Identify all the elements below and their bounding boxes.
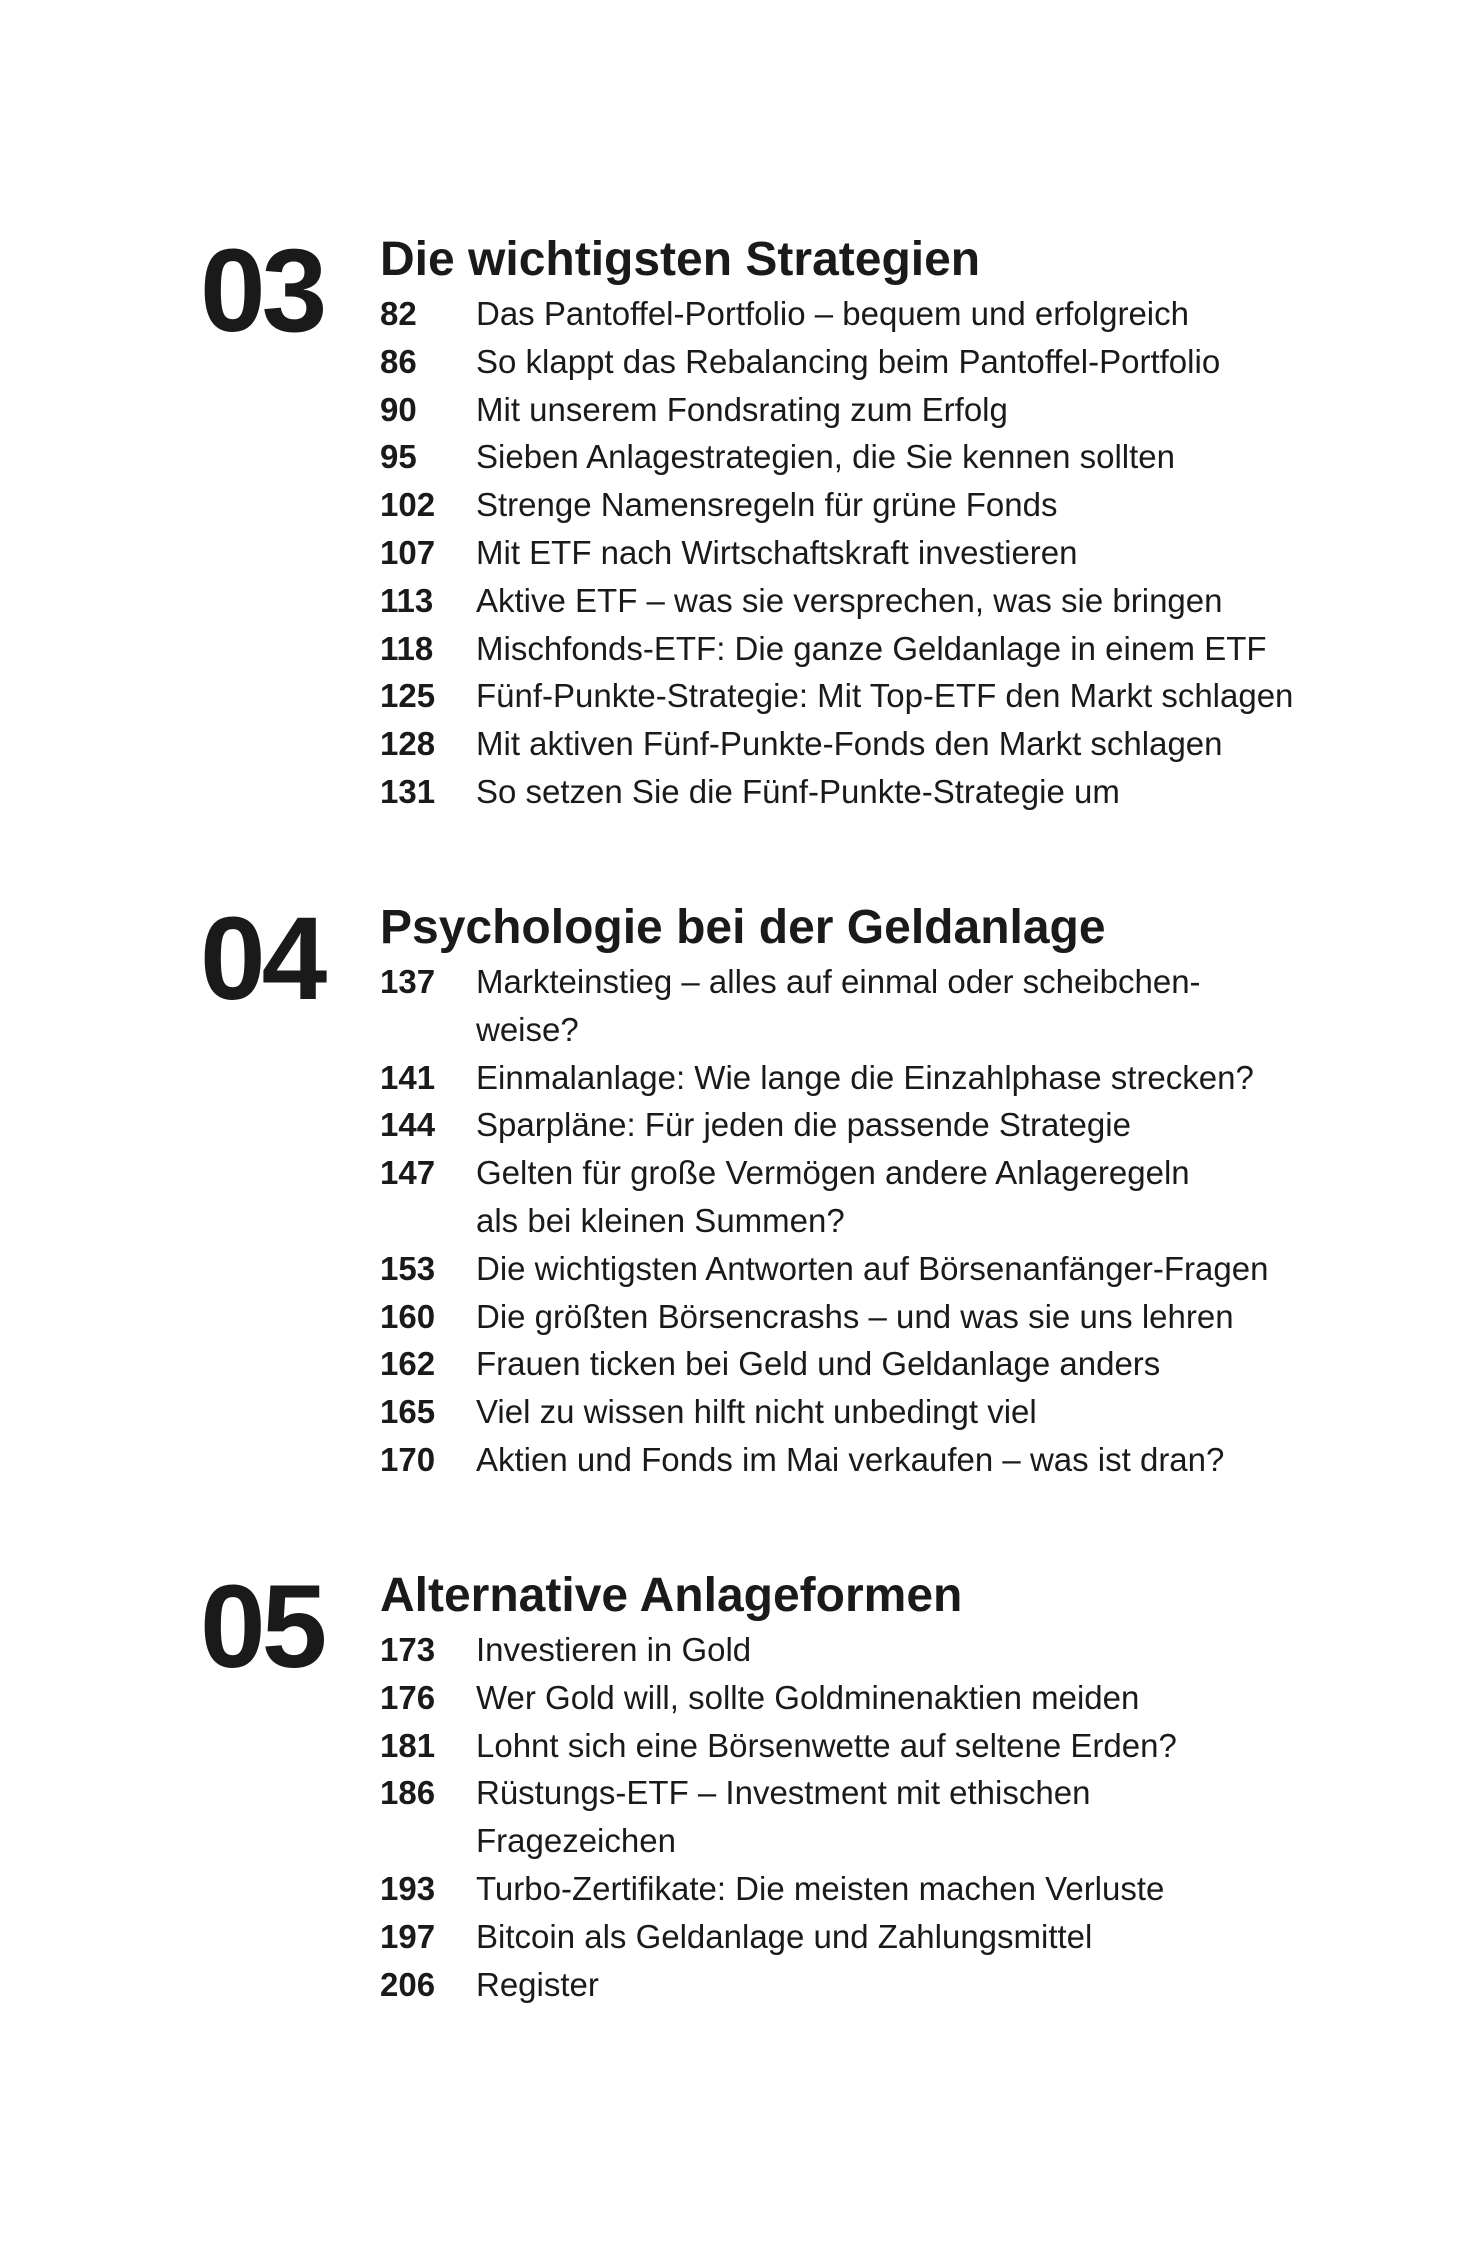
entry-title: Einmalanlage: Wie lange die Einzahlphase strecken? [476,1058,1254,1096]
chapter-number: 05 [200,1561,324,1693]
page-number: 86 [380,342,417,380]
entry-title: Investieren in Gold [476,1631,752,1668]
page-number: 102 [380,486,436,524]
chapter-number: 03 [200,225,324,357]
page-number: 141 [380,1058,436,1096]
entry-title: Rüstungs-ETF – Investment mit ethischen Fragezeichen [476,1774,1091,1860]
page-number: 186 [380,1774,436,1812]
toc-entry[interactable] [380,1674,1380,1722]
chapter-title: Die wichtigsten Strategien [380,233,981,286]
entry-title: So setzen Sie die Fünf-Punkte-Strategie um [476,772,1120,810]
toc-entry[interactable] [380,1961,1380,2009]
entry-title: Aktien und Fonds im Mai verkaufen – was ist dran? [476,1440,1225,1478]
page-number: 118 [380,629,434,667]
entry-title: Fünf-Punkte-Strategie: Mit Top-ETF den Markt schlagen [476,677,1294,715]
page-number: 193 [380,1869,436,1907]
toc-entry[interactable] [380,1769,1380,1865]
toc-entry[interactable] [380,481,1380,529]
entry-title: Mit aktiven Fünf-Punkte-Fonds den Markt schlagen [476,725,1223,763]
page-number: 165 [380,1393,436,1431]
chapter-entries [380,958,1380,1484]
page-number: 153 [380,1249,436,1287]
toc-entry[interactable] [380,1626,1380,1674]
chapter-title: Psychologie bei der Geldanlage [380,901,1106,954]
page-number: 206 [380,1965,436,2003]
toc-entry[interactable] [380,1293,1380,1341]
page-number: 144 [380,1106,436,1144]
toc-entry[interactable] [380,386,1380,434]
page-number: 173 [380,1631,436,1668]
toc-entry[interactable] [380,768,1380,816]
page-number: 107 [380,533,436,571]
toc-entry[interactable] [380,672,1380,720]
toc-entry[interactable] [380,1722,1380,1770]
entry-title: Mit unserem Fondsrating zum Erfolg [476,390,1008,428]
page-number: 197 [380,1917,436,1955]
page-number: 137 [380,963,436,1000]
page-number: 95 [380,438,417,476]
toc-entry[interactable] [380,290,1380,338]
entry-title: Markteinstieg – alles auf einmal oder scheibchen- weise? [476,963,1201,1048]
page-number: 128 [380,725,436,763]
toc-entry[interactable] [380,1054,1380,1102]
entry-title: Die wichtigsten Antworten auf Börsenanfänger-Fragen [476,1249,1269,1287]
page-number: 113 [380,581,434,619]
page-number: 82 [380,295,417,332]
toc-entry[interactable] [380,958,1380,1054]
toc-entry[interactable] [380,577,1380,625]
entry-title: Frauen ticken bei Geld und Geldanlage anders [476,1345,1161,1383]
page-number: 90 [380,390,417,428]
chapter-entries [380,290,1380,816]
entry-title: Lohnt sich eine Börsenwette auf seltene Erden? [476,1726,1177,1764]
entry-title: Bitcoin als Geldanlage und Zahlungsmittel [476,1917,1093,1955]
entry-title: Die größten Börsencrashs – und was sie uns lehren [476,1297,1234,1335]
chapter-title: Alternative Anlageformen [380,1569,963,1622]
toc-entry[interactable] [380,1865,1380,1913]
toc-entry[interactable] [380,1340,1380,1388]
entry-title: Viel zu wissen hilft nicht unbedingt viel [476,1393,1037,1431]
toc-entry[interactable] [380,529,1380,577]
toc-entry[interactable] [380,338,1380,386]
toc-entry[interactable] [380,720,1380,768]
entry-title: Aktive ETF – was sie versprechen, was sie bringen [476,581,1223,619]
toc-entry[interactable] [380,1913,1380,1961]
toc-entry[interactable] [380,625,1380,673]
entry-title: Sparpläne: Für jeden die passende Strategie [476,1106,1131,1144]
page-number: 160 [380,1297,436,1335]
page-number: 125 [380,677,436,715]
page-number: 162 [380,1345,436,1383]
chapter-entries [380,1626,1380,2008]
page-number: 131 [380,772,436,810]
entry-title: Das Pantoffel-Portfolio – bequem und erfolgreich [476,295,1189,332]
entry-title: Mit ETF nach Wirtschaftskraft investieren [476,533,1078,571]
entry-title: Register [476,1965,599,2003]
toc-entry[interactable] [380,1436,1380,1484]
toc-entry[interactable] [380,433,1380,481]
chapter-number: 04 [200,893,324,1025]
entry-title: Turbo-Zertifikate: Die meisten machen Verluste [476,1869,1165,1907]
page-number: 176 [380,1678,436,1716]
toc-entry[interactable] [380,1245,1380,1293]
entry-title: Sieben Anlagestrategien, die Sie kennen sollten [476,438,1176,476]
toc-entry[interactable] [380,1101,1380,1149]
entry-title: Strenge Namensregeln für grüne Fonds [476,486,1058,524]
entry-title: Gelten für große Vermögen andere Anlageregeln als bei kleinen Summen? [476,1154,1190,1239]
toc-entry[interactable] [380,1149,1380,1245]
page-number: 147 [380,1154,436,1192]
entry-title: Mischfonds-ETF: Die ganze Geldanlage in einem ETF [476,629,1267,667]
entry-title: Wer Gold will, sollte Goldminenaktien meiden [476,1678,1140,1716]
toc-entry[interactable] [380,1388,1380,1436]
page-number: 181 [380,1726,436,1764]
entry-title: So klappt das Rebalancing beim Pantoffel-Portfolio [476,342,1221,380]
page-number: 170 [380,1440,436,1478]
